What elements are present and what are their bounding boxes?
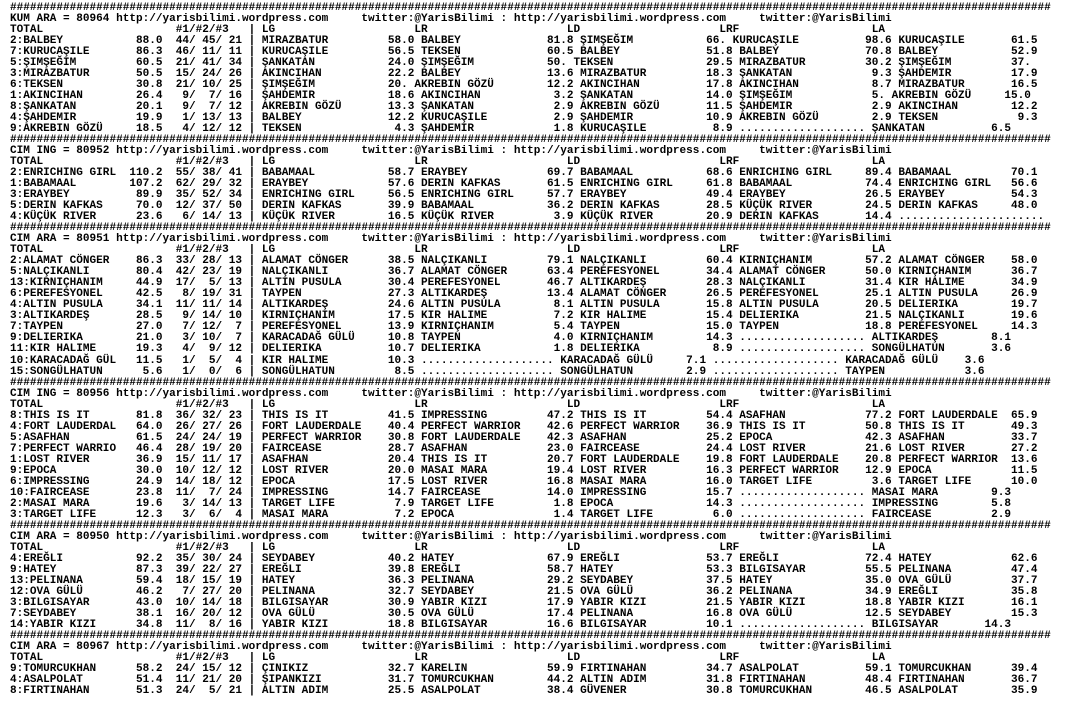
separator-line: ############################################################################################################################################################# bbox=[10, 629, 1051, 642]
horse-row: 3:ALTIKARDEŞ 28.5 9/ 14/ 10 | KIRNIÇHANIM 17.5 KIR HALIME 7.2 KIR HALIME 15.4 DELIERIKA 21.5 NALÇIKANLI 19.6 bbox=[10, 310, 1038, 323]
horse-row: 7:SEYDABEY 38.1 16/ 20/ 12 | OVA GÜLÜ 30.5 OVA GÜLÜ 17.4 PELINANA 16.8 OVA GÜLÜ 12.5 SEYDABEY 15.3 bbox=[10, 607, 1038, 620]
horse-row: 5:DERIN KAFKAS 70.0 12/ 37/ 50 | DERIN KAFKAS 39.9 BABAMAAL 36.2 DERIN KAFKAS 28.5 KÜÇÜK RIVER 24.5 DERIN KAFKAS 48.0 bbox=[10, 200, 1038, 213]
horse-row: 12:OVA GÜLÜ 46.2 7/ 27/ 20 | PELINANA 32.7 SEYDABEY 21.5 OVA GÜLÜ 36.2 PELINANA 34.9 EREĞLI 35.8 bbox=[10, 585, 1038, 598]
horse-row: 10:FAIRCEASE 23.8 11/ 7/ 24 | IMPRESSING 14.7 FAIRCEASE 14.0 IMPRESSING 15.7 ................... MASAI MARA 9.3 bbox=[10, 486, 1012, 499]
column-header: TOTAL #1/#2/#3 | LG LR LD LRF LA bbox=[10, 244, 886, 257]
horse-row: 4:FORT LAUDERDAL 64.0 26/ 27/ 26 | FORT LAUDERDALE 40.4 PERFECT WARRIOR 42.6 PERFECT WARRIOR 36.9 THIS IS IT 50.8 THIS IS IT 49.3 bbox=[10, 420, 1038, 433]
horse-row: 6:TEKSEN 30.8 21/ 10/ 25 | ŞIMŞEĞIM 20. AKREBIN GÖZÜ 12.2 AKINCIHAN 17.8 AKINCIHAN 8.7 MIRAZBATUR 16.5 bbox=[10, 79, 1038, 92]
horse-row: 5:ŞIMŞEĞIM 60.5 21/ 41/ 34 | ŞANKATAN 24.0 ŞIMŞEĞIM 50. TEKSEN 29.5 MIRAZBATUR 30.2 ŞIMŞEĞIM 37. bbox=[10, 57, 1031, 70]
horse-row: 14:YABIR KIZI 34.8 11/ 8/ 16 | YABIR KIZI 18.8 BILGISAYAR 16.6 BILGISAYAR 10.1 ................... BILGISAYAR 14.3 bbox=[10, 618, 1012, 631]
column-header: TOTAL #1/#2/#3 | LG LR LD LRF LA bbox=[10, 541, 886, 554]
horse-row: 13:KIRNIÇHANIM 44.9 17/ 5/ 13 | ALTIN PUSULA 30.4 PEREFESYONEL 46.7 ALTIKARDEŞ 28.3 NALÇIKANLI 31.4 KIR HALIME 34.9 bbox=[10, 277, 1038, 290]
horse-row: 7:TAYPEN 27.0 7/ 12/ 7 | PEREFESYONEL 13.9 KIRNIÇHANIM 5.4 TAYPEN 15.0 TAYPEN 18.8 PEREFESYONEL 14.3 bbox=[10, 321, 1038, 334]
race-header: CIM ARA = 80967 http://yarisbilimi.wordpress.com twitter:@YarisBilimi : http://yarisbilimi.wordpress.com twitter:@YarisBilimi bbox=[10, 640, 892, 653]
horse-row: 5:NALÇIKANLI 80.4 42/ 23/ 19 | NALÇIKANLI 36.7 ALAMAT CÖNGER 63.4 PEREFESYONEL 34.4 ALAMAT CÖNGER 50.0 KIRNIÇHANIM 36.7 bbox=[10, 266, 1038, 279]
horse-row: 7:PERFECT WARRIO 46.4 28/ 19/ 20 | FAIRCEASE 28.7 ASAFHAN 23.0 FAIRCEASE 24.4 LOST RIVER 21.6 LOST RIVER 27.2 bbox=[10, 442, 1038, 455]
race-header: CIM ING = 80956 http://yarisbilimi.wordpress.com twitter:@YarisBilimi : http://yarisbilimi.wordpress.com twitter:@YarisBilimi bbox=[10, 387, 892, 400]
race-header: CIM ARA = 80951 http://yarisbilimi.wordpress.com twitter:@YarisBilimi : http://yarisbilimi.wordpress.com twitter:@YarisBilimi bbox=[10, 233, 892, 246]
horse-row: 8:THIS IS IT 81.8 36/ 32/ 23 | THIS IS IT 41.5 IMPRESSING 47.2 THIS IS IT 54.4 ASAFHAN 77.2 FORT LAUDERDALE 65.9 bbox=[10, 409, 1038, 422]
horse-row: 6:IMPRESSING 24.9 14/ 18/ 12 | EPOCA 17.5 LOST RIVER 16.8 MASAI MARA 16.0 TARGET LIFE 3.6 TARGET LIFE 10.0 bbox=[10, 475, 1038, 488]
horse-row: 9:AKREBIN GÖZÜ 18.5 4/ 12/ 12 | TEKSEN 4.3 ŞAHDEMIR 1.8 KURUCAŞILE 8.9 ................... ŞANKATAN 6.5 bbox=[10, 123, 1012, 136]
horse-row: 3:TARGET LIFE 12.3 3/ 6/ 4 | MASAI MARA 7.2 EPOCA 1.4 TARGET LIFE 6.0 ................... FAIRCEASE 2.9 bbox=[10, 508, 1012, 521]
horse-row: 3:MIRAZBATUR 50.5 15/ 24/ 26 | AKINCIHAN 22.2 BALBEY 13.6 MIRAZBATUR 18.3 ŞANKATAN 9.3 ŞAHDEMIR 17.9 bbox=[10, 68, 1038, 81]
horse-row: 8:FIRTINAHAN 51.3 24/ 5/ 21 | ALTIN ADIM 25.5 ASALPOLAT 38.4 GÜVENER 30.8 TOMURCUKHAN 46.5 ASALPOLAT 35.9 bbox=[10, 684, 1038, 697]
separator-line: ############################################################################################################################################################# bbox=[10, 376, 1051, 389]
horse-row: 10:KARACADAĞ GÜL 11.5 1/ 5/ 4 | KIR HALIME 10.3 .................... KARACADAĞ GÜLÜ 7.1 ................... KARACADAĞ GÜLÜ 3.6 bbox=[10, 354, 985, 367]
horse-row: 1:AKINCIHAN 26.4 9/ 7/ 16 | ŞAHDEMIR 18.6 AKINCIHAN 3.2 ŞANKATAN 14.0 ŞIMŞEĞIM 5. AKREBIN GÖZÜ 15.0 bbox=[10, 90, 1031, 103]
horse-row: 6:PEREFESYONEL 42.5 8/ 19/ 31 | TAYPEN 27.3 ALTIKARDEŞ 13.4 ALAMAT CÖNGER 26.5 PEREFESYONEL 25.1 ALTIN PUSULA 26.9 bbox=[10, 288, 1038, 301]
horse-row: 3:ERAYBEY 89.9 35/ 52/ 34 | ENRICHING GIRL 56.5 ENRICHING GIRL 57.7 ERAYBEY 49.4 ERAYBEY 26.5 ERAYBEY 54.3 bbox=[10, 189, 1038, 202]
race-header: KUM ARA = 80964 http://yarisbilimi.wordpress.com twitter:@YarisBilimi : http://yarisbilimi.wordpress.com twitter:@YarisBilimi bbox=[10, 13, 892, 26]
horse-row: 4:KÜÇÜK RIVER 23.6 6/ 14/ 13 | KÜÇÜK RIVER 16.5 KÜÇÜK RIVER 3.9 KÜÇÜK RIVER 20.9 DERIN KAFKAS 14.4 ...................... bbox=[10, 211, 1045, 224]
column-header: TOTAL #1/#2/#3 | LG LR LD LRF LA bbox=[10, 651, 886, 664]
column-header: TOTAL #1/#2/#3 | LG LR LD LRF LA bbox=[10, 398, 886, 411]
separator-line: ############################################################################################################################################################# bbox=[10, 222, 1051, 235]
horse-row: 9:HATEY 87.3 39/ 22/ 27 | EREĞLI 39.8 EREĞLI 58.7 HATEY 53.3 BILGISAYAR 55.5 PELINANA 47.4 bbox=[10, 563, 1038, 576]
horse-row: 2:MASAI MARA 19.6 3/ 14/ 13 | TARGET LIFE 7.9 TARGET LIFE 1.8 EPOCA 14.3 ................... IMPRESSING 5.8 bbox=[10, 497, 1012, 510]
horse-row: 8:ŞANKATAN 20.1 9/ 7/ 12 | AKREBIN GÖZÜ 13.3 ŞANKATAN 2.9 AKREBIN GÖZÜ 11.5 ŞAHDEMIR 2.9 AKINCIHAN 12.2 bbox=[10, 101, 1038, 114]
horse-row: 1:LOST RIVER 36.9 15/ 11/ 17 | ASAFHAN 20.4 THIS IS IT 20.7 FORT LAUDERDALE 19.8 FORT LAUDERDALE 20.8 PERFECT WARRIOR 13.6 bbox=[10, 453, 1038, 466]
column-header: TOTAL #1/#2/#3 | LG LR LD LRF LA bbox=[10, 156, 886, 169]
horse-row: 1:BABAMAAL 107.2 62/ 29/ 32 | ERAYBEY 57.6 DERIN KAFKAS 61.5 ENRICHING GIRL 61.8 BABAMAAL 74.4 ENRICHING GIRL 56.6 bbox=[10, 178, 1038, 191]
horse-row: 3:BILGISAYAR 43.0 10/ 14/ 18 | BILGISAYAR 30.9 YABIR KIZI 17.9 YABIR KIZI 21.5 YABIR KIZI 18.8 YABIR KIZI 16.1 bbox=[10, 596, 1038, 609]
race-header: CIM ARA = 80950 http://yarisbilimi.wordpress.com twitter:@YarisBilimi : http://yarisbilimi.wordpress.com twitter:@YarisBilimi bbox=[10, 530, 892, 543]
separator-line: ############################################################################################################################################################# bbox=[10, 2, 1051, 14]
horse-row: 2:ALAMAT CÖNGER 86.3 33/ 28/ 13 | ALAMAT CÖNGER 38.5 NALÇIKANLI 79.1 NALÇIKANLI 60.4 KIRNIÇHANIM 57.2 ALAMAT CÖNGER 58.0 bbox=[10, 255, 1038, 268]
horse-row: 4:ŞAHDEMIR 19.9 1/ 13/ 13 | BALBEY 12.2 KURUCAŞILE 2.9 ŞAHDEMIR 10.9 AKREBIN GÖZÜ 2.9 TEKSEN 9.3 bbox=[10, 112, 1038, 125]
horse-row: 11:KIR HALIME 19.3 4/ 9/ 12 | DELIERIKA 10.7 DELIERIKA 1.8 DELIERIKA 8.9 ................... SONGÜLHATUN 3.6 bbox=[10, 343, 1012, 356]
horse-row: 4:EREĞLI 92.2 35/ 30/ 24 | SEYDABEY 40.2 HATEY 67.9 EREĞLI 53.7 EREĞLI 72.4 HATEY 62.6 bbox=[10, 552, 1038, 565]
race-header: CIM ING = 80952 http://yarisbilimi.wordpress.com twitter:@YarisBilimi : http://yarisbilimi.wordpress.com twitter:@YarisBilimi bbox=[10, 145, 892, 158]
horse-row: 9:DELIERIKA 21.0 3/ 10/ 7 | KARACADAĞ GÜLÜ 10.8 TAYPEN 4.0 KIRNIÇHANIM 14.3 ................... ALTIKARDEŞ 8.1 bbox=[10, 332, 1012, 345]
horse-row: 4:ASALPOLAT 51.4 11/ 21/ 20 | ŞIPANKIZI 31.7 TOMURCUKHAN 44.2 ALTIN ADIM 31.8 FIRTINAHAN 48.4 FIRTINAHAN 36.7 bbox=[10, 673, 1038, 686]
horse-row: 5:ASAFHAN 61.5 24/ 24/ 19 | PERFECT WARRIOR 30.8 FORT LAUDERDALE 42.3 ASAFHAN 25.2 EPOCA 42.3 ASAFHAN 33.7 bbox=[10, 431, 1038, 444]
horse-row: 2:BALBEY 88.0 44/ 45/ 21 | MIRAZBATUR 58.0 BALBEY 81.8 ŞIMŞEĞIM 66. KURUCAŞILE 98.6 KURUCAŞILE 61.5 bbox=[10, 35, 1038, 48]
horse-row: 15:SONGÜLHATUN 5.6 1/ 0/ 6 | SONGÜLHATUN 8.5 .................... SONGÜLHATUN 2.9 ................... TAYPEN 3.6 bbox=[10, 365, 985, 378]
horse-row: 2:ENRICHING GIRL 110.2 55/ 38/ 41 | BABAMAAL 58.7 ERAYBEY 69.7 BABAMAAL 68.6 ENRICHING GIRL 89.4 BABAMAAL 70.1 bbox=[10, 167, 1038, 180]
separator-line: ############################################################################################################################################################# bbox=[10, 519, 1051, 532]
horse-row: 7:KURUCAŞILE 86.3 46/ 11/ 11 | KURUCAŞILE 56.5 TEKSEN 60.5 BALBEY 51.8 BALBEY 70.8 BALBEY 52.9 bbox=[10, 46, 1038, 59]
column-header: TOTAL #1/#2/#3 | LG LR LD LRF LA bbox=[10, 24, 886, 37]
horse-row: 13:PELINANA 59.4 18/ 15/ 19 | HATEY 36.3 PELINANA 29.2 SEYDABEY 37.5 HATEY 35.0 OVA GÜLÜ 37.7 bbox=[10, 574, 1038, 587]
horse-row: 9:EPOCA 30.0 10/ 12/ 12 | LOST RIVER 20.0 MASAI MARA 19.4 LOST RIVER 16.3 PERFECT WARRIOR 12.9 EPOCA 11.5 bbox=[10, 464, 1038, 477]
separator-line: ############################################################################################################################################################# bbox=[10, 134, 1051, 147]
horse-row: 4:ALTIN PUSULA 34.1 11/ 11/ 14 | ALTIKARDEŞ 24.6 ALTIN PUSULA 8.1 ALTIN PUSULA 15.8 ALTIN PUSULA 20.5 DELIERIKA 19.7 bbox=[10, 299, 1038, 312]
horse-row: 9:TOMURCUKHAN 58.2 24/ 15/ 12 | ÇINIKIZ 32.7 KARELIN 59.9 FIRTINAHAN 34.7 ASALPOLAT 59.1 TOMURCUKHAN 39.4 bbox=[10, 662, 1038, 675]
